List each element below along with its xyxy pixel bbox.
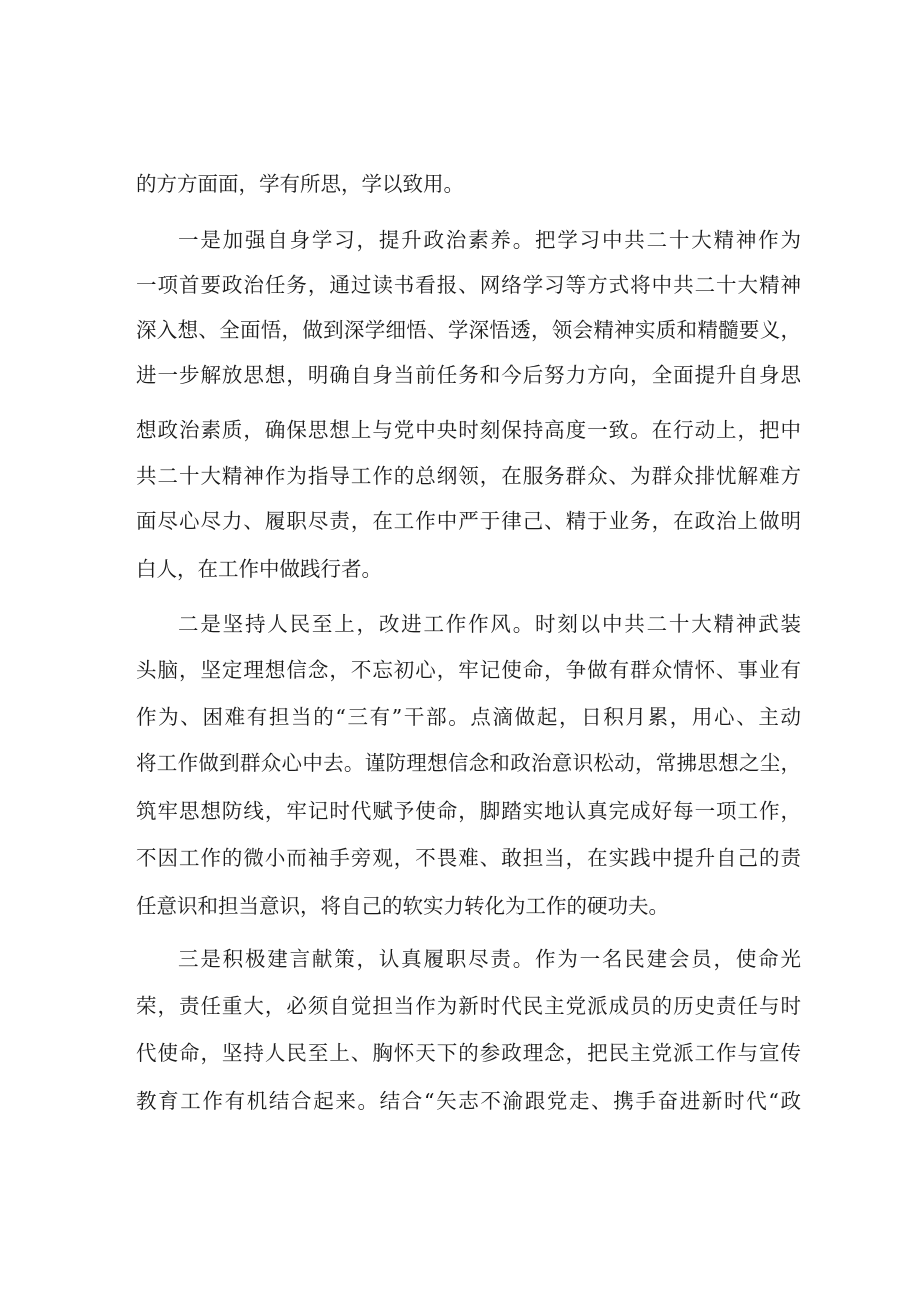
text-line: 头脑，坚定理想信念，不忘初心，牢记使命，争做有群众情怀、事业有 — [136, 658, 801, 682]
text-line: 深入想、全面悟，做到深学细悟、学深悟透，领会精神实质和精髓要义， — [136, 318, 801, 342]
text-line: 想政治素质，确保思想上与党中央时刻保持高度一致。在行动上，把中 — [136, 418, 801, 442]
paragraph-heading-line: 二是坚持人民至上，改进工作作风。时刻以中共二十大精神武装 — [178, 612, 801, 636]
text-line: 筑牢思想防线，牢记时代赋予使命，脚踏实地认真完成好每一项工作， — [136, 799, 801, 823]
paragraph-heading-line: 三是积极建言献策，认真履职尽责。作为一名民建会员，使命光 — [178, 947, 801, 971]
text-line: 白人，在工作中做践行者。 — [136, 557, 382, 581]
text-line: 面尽心尽力、履职尽责，在工作中严于律己、精于业务，在政治上做明 — [136, 509, 801, 533]
text-line: 共二十大精神作为指导工作的总纲领，在服务群众、为群众排忧解难方 — [136, 464, 801, 488]
text-line: 荣，责任重大，必须自觉担当作为新时代民主党派成员的历史责任与时 — [136, 994, 801, 1018]
text-line: 作为、困难有担当的“三有”干部。点滴做起，日积月累，用心、主动 — [136, 705, 801, 729]
text-line: 代使命，坚持人民至上、胸怀天下的参政理念，把民主党派工作与宣传 — [136, 1041, 801, 1065]
text-line: 教育工作有机结合起来。结合“矢志不渝跟党走、携手奋进新时代“政 — [136, 1089, 801, 1113]
text-line: 的方方面面，学有所思，学以致用。 — [136, 172, 464, 196]
paragraph-heading-line: 一是加强自身学习，提升政治素养。把学习中共二十大精神作为 — [178, 228, 801, 252]
text-line: 不因工作的微小而袖手旁观，不畏难、敢担当，在实践中提升自己的责 — [136, 846, 801, 870]
text-line: 任意识和担当意识，将自己的软实力转化为工作的硬功夫。 — [136, 894, 669, 918]
text-line: 将工作做到群众心中去。谨防理想信念和政治意识松动，常拂思想之尘， — [136, 751, 801, 775]
text-line: 进一步解放思想，明确自身当前任务和今后努力方向，全面提升自身思 — [136, 363, 801, 387]
text-line: 一项首要政治任务，通过读书看报、网络学习等方式将中共二十大精神 — [136, 273, 801, 297]
